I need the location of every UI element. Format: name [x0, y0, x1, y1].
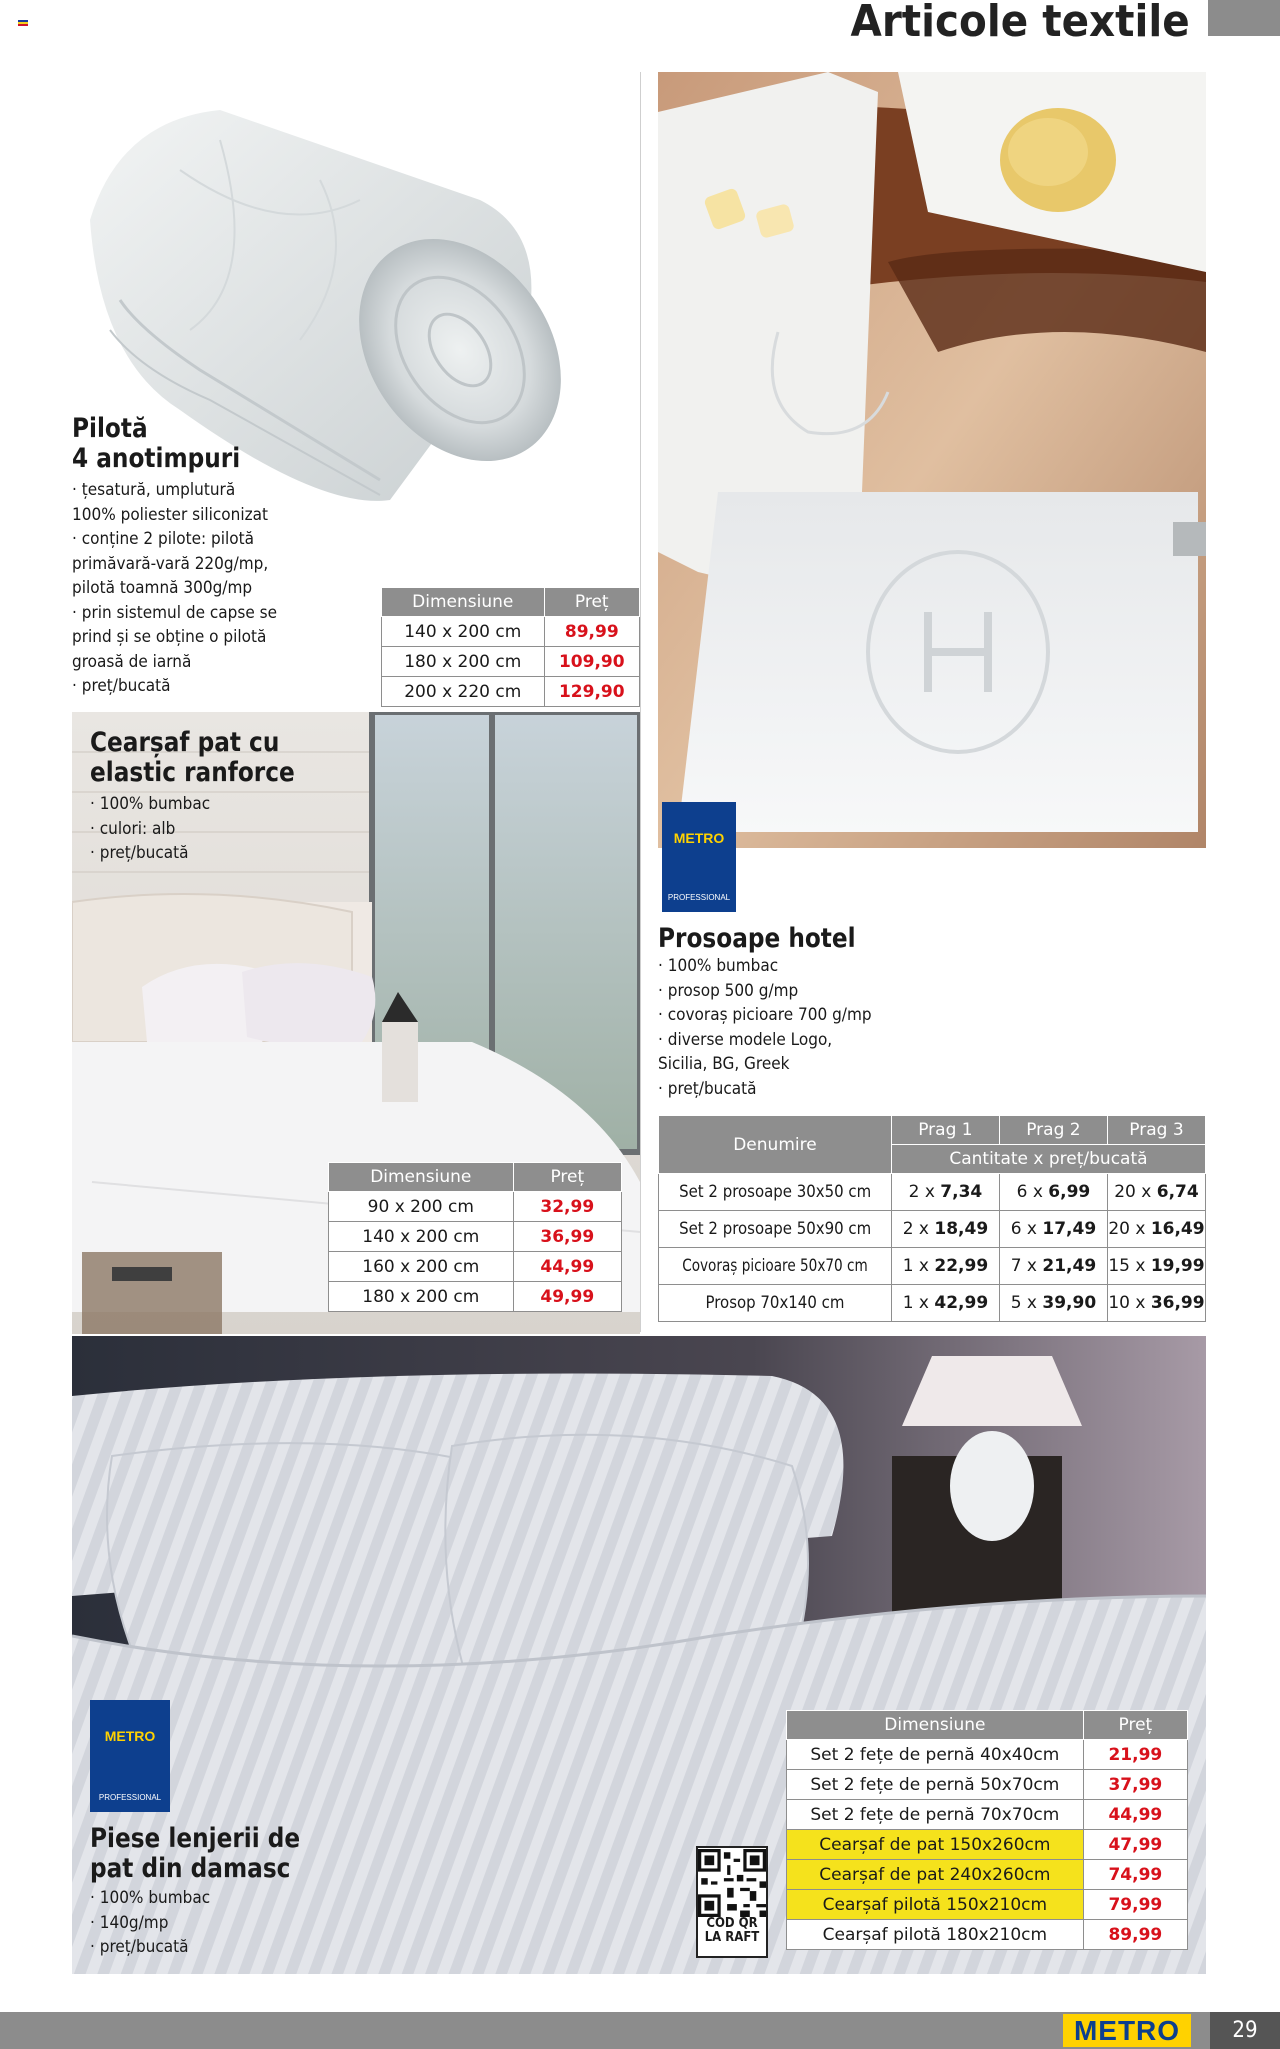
table-row: [787, 1830, 1188, 1860]
size-cell: 160 x 200 cm: [329, 1252, 514, 1282]
product-name-cell: Covoraș picioare 50x70 cm: [682, 1256, 868, 1276]
column-divider: [640, 72, 641, 1332]
tier-qty: 6 x: [1016, 1182, 1049, 1202]
price-cell: 89,99: [544, 617, 639, 647]
price-cell: 79,99: [1083, 1890, 1187, 1920]
duvet-price-table: [381, 587, 640, 707]
tier-qty: 20 x: [1114, 1182, 1157, 1202]
product-name-cell: Set 2 prosoape 50x90 cm: [678, 1219, 872, 1239]
towels-feature: · prosop 500 g/mp: [658, 979, 872, 1004]
damask-bedding-title-line1: Piese lenjerii de: [90, 1823, 301, 1854]
tier-price: 18,49: [934, 1219, 989, 1239]
damask-bedding-title: [90, 1824, 300, 1884]
damask-bedding-feature: · 100% bumbac: [90, 1886, 210, 1911]
tier-price: 6,74: [1156, 1182, 1199, 1202]
qr-code-box: [696, 1846, 768, 1958]
tier-qty: 10 x: [1108, 1293, 1151, 1313]
size-cell: 140 x 200 cm: [329, 1222, 514, 1252]
tier-price: 21,49: [1042, 1256, 1097, 1276]
metro-professional-badge: [662, 802, 736, 912]
damask-bedding-feature: · 140g/mp: [90, 1911, 210, 1936]
col-header-size: Dimensiune: [787, 1711, 1084, 1740]
tier-qty: 7 x: [1010, 1256, 1043, 1276]
towels-feature: · diverse modele Logo,: [658, 1028, 872, 1053]
col-header-tier3: Prag 3: [1107, 1116, 1205, 1145]
fitted-sheet-title-line1: Cearșaf pat cu: [90, 727, 280, 758]
col-header-price: Preț: [513, 1163, 621, 1192]
col-header-size: Dimensiune: [382, 588, 545, 617]
towels-feature: · covoraș picioare 700 g/mp: [658, 1003, 872, 1028]
col-header-tier1: Prag 1: [891, 1116, 999, 1145]
table-row: [787, 1740, 1188, 1770]
table-row: [382, 617, 640, 647]
price-cell: 36,99: [513, 1222, 621, 1252]
duvet-title-line1: Pilotă: [72, 413, 148, 444]
product-name-cell: Set 2 prosoape 30x50 cm: [678, 1182, 872, 1202]
table-row: [659, 1174, 1206, 1211]
price-cell: 32,99: [513, 1192, 621, 1222]
fitted-sheet-features: [90, 792, 210, 866]
item-cell: Cearșaf pilotă 180x210cm: [787, 1920, 1084, 1950]
duvet-title: [72, 414, 240, 474]
price-cell: 109,90: [544, 647, 639, 677]
table-row: [787, 1800, 1188, 1830]
item-cell: Set 2 fețe de pernă 40x40cm: [787, 1740, 1084, 1770]
tier-price: 7,34: [940, 1182, 983, 1202]
table-row: [787, 1890, 1188, 1920]
damask-bedding-features: [90, 1886, 210, 1960]
metro-logo: METRO: [1063, 2014, 1191, 2047]
duvet-feature-cont: pilotă toamnă 300g/mp: [72, 578, 253, 598]
tier-price: 19,99: [1150, 1256, 1205, 1276]
item-cell-highlighted: Cearșaf pilotă 150x210cm: [787, 1890, 1084, 1920]
towels-feature-cont: Sicilia, BG, Greek: [658, 1054, 790, 1074]
price-cell: 74,99: [1083, 1860, 1187, 1890]
duvet-title-line2: 4 anotimpuri: [72, 443, 241, 474]
col-subheader: Cantitate x preț/bucată: [891, 1145, 1205, 1174]
item-cell: Set 2 fețe de pernă 70x70cm: [787, 1800, 1084, 1830]
duvet-feature: · conține 2 pilote: pilotă: [72, 527, 277, 552]
col-header-price: Preț: [544, 588, 639, 617]
duvet-feature: · preț/bucată: [72, 674, 277, 699]
tier-qty: 1 x: [902, 1256, 935, 1276]
towels-title: Prosoape hotel: [658, 923, 856, 954]
price-cell: 37,99: [1083, 1770, 1187, 1800]
tier-qty: 5 x: [1010, 1293, 1043, 1313]
fitted-sheet-feature: · preț/bucată: [90, 841, 210, 866]
damask-bedding-feature: · preț/bucată: [90, 1935, 210, 1960]
towels-feature: · preț/bucată: [658, 1077, 872, 1102]
tier-price: 6,99: [1048, 1182, 1091, 1202]
item-cell-highlighted: Cearșaf de pat 150x260cm: [787, 1830, 1084, 1860]
table-row: [329, 1252, 622, 1282]
fitted-sheet-feature: · 100% bumbac: [90, 792, 210, 817]
tier-qty: 2 x: [908, 1182, 941, 1202]
badge-sub: PROFESSIONAL: [667, 893, 731, 902]
tier-price: 42,99: [934, 1293, 989, 1313]
duvet-features: [72, 478, 277, 699]
fitted-sheet-feature: · culori: alb: [90, 817, 210, 842]
table-row: [787, 1860, 1188, 1890]
col-header-name: Denumire: [659, 1116, 892, 1174]
duvet-feature-cont: 100% poliester siliconizat: [72, 504, 268, 525]
tier-price: 16,49: [1150, 1219, 1205, 1239]
price-cell: 44,99: [1083, 1800, 1187, 1830]
tier-qty: 20 x: [1108, 1219, 1151, 1239]
table-row: [787, 1770, 1188, 1800]
col-header-tier2: Prag 2: [999, 1116, 1107, 1145]
tier-qty: 15 x: [1108, 1256, 1151, 1276]
qr-label-line1: COD QR: [706, 1916, 758, 1931]
towels-tier-price-table: [658, 1115, 1206, 1322]
page-number: 29: [1210, 2012, 1280, 2049]
table-row: [382, 647, 640, 677]
duvet-feature-cont: primăvară-vară 220g/mp,: [72, 553, 269, 574]
tier-price: 39,90: [1042, 1293, 1097, 1313]
product-name-cell: Prosop 70x140 cm: [705, 1293, 845, 1313]
fitted-sheet-title: [90, 728, 295, 788]
duvet-feature-cont: prind și se obține o pilotă: [72, 627, 267, 647]
price-cell: 49,99: [513, 1282, 621, 1312]
badge-brand: METRO: [673, 830, 725, 846]
table-row: [659, 1285, 1206, 1322]
price-cell: 47,99: [1083, 1830, 1187, 1860]
tier-price: 36,99: [1150, 1293, 1205, 1313]
qr-label-line2: LA RAFT: [704, 1930, 760, 1945]
badge-brand: METRO: [104, 1728, 156, 1744]
metro-professional-badge: [90, 1700, 170, 1812]
table-row: [659, 1248, 1206, 1285]
language-flag-icon: [18, 20, 28, 26]
duvet-feature: · țesatură, umplutură: [72, 478, 277, 503]
size-cell: 180 x 200 cm: [382, 647, 545, 677]
table-row: [329, 1222, 622, 1252]
tier-qty: 1 x: [902, 1293, 935, 1313]
towels-features: [658, 954, 872, 1101]
table-row: [329, 1192, 622, 1222]
table-row: [329, 1282, 622, 1312]
damask-bedding-price-table: [786, 1710, 1188, 1950]
price-cell: 89,99: [1083, 1920, 1187, 1950]
duvet-feature: · prin sistemul de capse se: [72, 601, 277, 626]
tier-qty: 2 x: [902, 1219, 935, 1239]
table-row: [659, 1211, 1206, 1248]
table-row: [787, 1920, 1188, 1950]
header-accent-bar: [1208, 0, 1280, 36]
size-cell: 90 x 200 cm: [329, 1192, 514, 1222]
page-title: Articole textile: [850, 0, 1190, 47]
price-cell: 129,90: [544, 677, 639, 707]
tier-price: 17,49: [1042, 1219, 1097, 1239]
item-cell: Set 2 fețe de pernă 50x70cm: [787, 1770, 1084, 1800]
price-cell: 21,99: [1083, 1740, 1187, 1770]
size-cell: 200 x 220 cm: [382, 677, 545, 707]
col-header-price: Preț: [1083, 1711, 1187, 1740]
damask-bedding-title-line2: pat din damasc: [90, 1853, 291, 1884]
price-cell: 44,99: [513, 1252, 621, 1282]
hotel-towels-image: [658, 72, 1206, 848]
qr-code-icon: [698, 1849, 766, 1917]
fitted-sheet-title-line2: elastic ranforce: [90, 757, 295, 788]
table-row: [382, 677, 640, 707]
fitted-sheet-price-table: [328, 1162, 622, 1312]
towels-feature: · 100% bumbac: [658, 954, 872, 979]
item-cell-highlighted: Cearșaf de pat 240x260cm: [787, 1860, 1084, 1890]
size-cell: 140 x 200 cm: [382, 617, 545, 647]
tier-qty: 6 x: [1010, 1219, 1043, 1239]
size-cell: 180 x 200 cm: [329, 1282, 514, 1312]
col-header-size: Dimensiune: [329, 1163, 514, 1192]
duvet-feature-cont: groasă de iarnă: [72, 651, 192, 672]
badge-sub: PROFESSIONAL: [98, 1793, 162, 1802]
tier-price: 22,99: [934, 1256, 989, 1276]
